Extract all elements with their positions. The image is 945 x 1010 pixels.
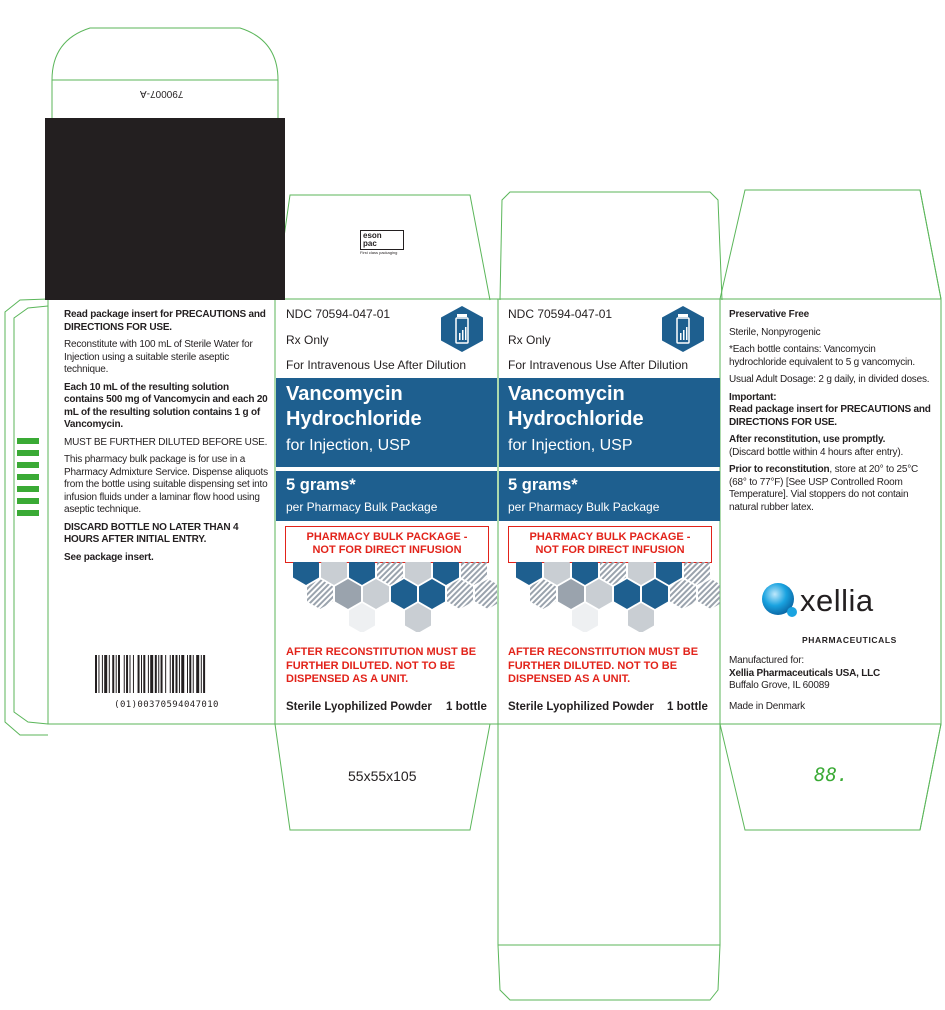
- after-recon-block: [729, 434, 935, 459]
- strength-band-a: [276, 471, 497, 521]
- recon-line2-b: FURTHER DILUTED. NOT TO BE: [508, 659, 678, 672]
- barcode-bar: [201, 655, 202, 693]
- hexagon-shape: [628, 562, 654, 585]
- warning-line2-a: NOT FOR DIRECT INFUSION: [312, 544, 462, 556]
- glue-flap-marks: [17, 438, 39, 516]
- hexagon-shape: [670, 579, 696, 609]
- hexagon-shape: [656, 562, 682, 585]
- hexagon-shape: [293, 562, 319, 585]
- drug-name-2-b: Hydrochloride: [508, 408, 644, 430]
- after-recon-bold: After reconstitution, use promptly.: [729, 434, 886, 445]
- barcode-bar: [102, 655, 103, 693]
- route-b: For Intravenous Use After Dilution: [508, 358, 689, 372]
- recon-line2-a: FURTHER DILUTED. NOT TO BE: [286, 659, 456, 672]
- mfd-label: Manufactured for:: [729, 655, 804, 666]
- hexagon-shape: [628, 603, 654, 632]
- hexagon-shape: [349, 603, 375, 632]
- barcode-bar: [126, 655, 128, 693]
- barcode-bar: [112, 655, 114, 693]
- hexagon-pattern-a: [276, 562, 497, 632]
- left-panel: [64, 309, 269, 569]
- xellia-sub: PHARMACEUTICALS: [802, 635, 897, 645]
- drug-name-1-a: Vancomycin: [286, 383, 403, 405]
- barcode-bar: [165, 655, 166, 693]
- hexagon-shape: [558, 579, 584, 609]
- strength-b: 5 grams*: [508, 476, 578, 494]
- barcode-bar: [187, 655, 188, 693]
- vial-icon: [661, 305, 705, 353]
- hexagon-shape: [475, 579, 497, 609]
- barcode-bar: [203, 655, 205, 693]
- made-in: Made in Denmark: [729, 700, 805, 712]
- important-text: Read package insert for PRECAUTIONS and DIRECTIONS FOR USE.: [729, 404, 931, 428]
- each-bottle: *Each bottle contains: Vancomycin hydrochloride equivalent to 5 g vancomycin.: [729, 344, 915, 368]
- hexagon-shape: [642, 579, 668, 609]
- package-a: per Pharmacy Bulk Package: [286, 500, 438, 514]
- bottle-count-b: 1 bottle: [667, 701, 708, 713]
- powder-label-a: Sterile Lyophilized Powder: [286, 701, 432, 713]
- barcode-bar: [133, 655, 134, 693]
- left-para-7: See package insert.: [64, 551, 154, 563]
- recon-line1-b: AFTER RECONSTITUTION MUST BE: [508, 646, 699, 658]
- mfd-city: Buffalo Grove, IL 60089: [729, 680, 830, 691]
- recon-warning-b: [508, 646, 713, 687]
- hexagon-shape: [572, 603, 598, 632]
- barcode-bar: [193, 655, 194, 693]
- barcode-bar: [148, 655, 149, 693]
- hexagon-shape: [349, 562, 375, 585]
- barcode-bar: [176, 655, 178, 693]
- barcode-bar: [104, 655, 107, 693]
- rx-b: Rx Only: [508, 333, 551, 347]
- important-label: Important:: [729, 391, 777, 403]
- recon-warning-a: [286, 646, 491, 687]
- barcode-bar: [124, 655, 125, 693]
- drug-name-1-b: Vancomycin: [508, 383, 625, 405]
- barcode-bar: [143, 655, 145, 693]
- barcode-bar: [118, 655, 120, 693]
- drug-form-b: for Injection, USP: [508, 437, 633, 454]
- barcode-bar: [130, 655, 131, 693]
- strength-a: 5 grams*: [286, 476, 356, 494]
- left-para-4: MUST BE FURTHER DILUTED BEFORE USE.: [64, 436, 268, 448]
- left-para-5: This pharmacy bulk package is for use in a Pharmacy Admixture Service. Dispense aliquots from the bottle using suitable dispensing set into infusion fluids under a laminar flow hood using aseptic technique.: [64, 454, 268, 515]
- hexagon-shape: [572, 562, 598, 585]
- barcode-bar: [189, 655, 191, 693]
- flap-number: 88.: [814, 764, 849, 786]
- hexagon-shape: [447, 579, 473, 609]
- ndc-b: NDC 70594-047-01: [508, 307, 613, 321]
- prior-recon-bold: Prior to reconstitution: [729, 464, 830, 475]
- hexagon-shape: [405, 603, 431, 632]
- drug-name-2-a: Hydrochloride: [286, 408, 422, 430]
- barcode-bar: [138, 655, 140, 693]
- left-para-1: Read package insert for PRECAUTIONS and DIRECTIONS FOR USE.: [64, 309, 266, 333]
- hexagon-shape: [377, 562, 403, 585]
- hexagon-shape: [321, 562, 347, 585]
- left-para-3: Each 10 mL of the resulting solution contains 500 mg of Vancomycin and each 20 mL of the resulting solution contains 1 g of Vancomycin.: [64, 381, 268, 430]
- esonpac-logo: [360, 230, 404, 255]
- prior-recon-text: , store at 20° to 25°C (68° to 77°F) [See USP Controlled Room Temperature]. Vial stoppers do not contain natural rubber latex.: [729, 464, 919, 513]
- right-panel: [729, 309, 935, 519]
- esonpac-caption: First class packaging: [360, 250, 398, 255]
- barcode-bar: [172, 655, 174, 693]
- recon-line3-b: DISPENSED AS A UNIT.: [508, 673, 631, 685]
- mfd-company: Xellia Pharmaceuticals USA, LLC: [729, 667, 881, 679]
- recon-line3-a: DISPENSED AS A UNIT.: [286, 673, 409, 685]
- hexagon-shape: [530, 579, 556, 609]
- vial-icon: [440, 305, 484, 353]
- hexagon-shape: [433, 562, 459, 585]
- esonpac-line1: eson: [363, 231, 382, 240]
- preservative-free: Preservative Free: [729, 309, 809, 320]
- hexagon-shape: [419, 579, 445, 609]
- barcode-bar: [179, 655, 180, 693]
- barcode-number: (01)00370594047010: [114, 700, 219, 710]
- box-dimensions: 55x55x105: [348, 768, 417, 784]
- title-band-a: [276, 378, 497, 467]
- left-para-2: Reconstitute with 100 mL of Sterile Water for Injection using a suitable sterile aseptic technique.: [64, 339, 253, 375]
- hexagon-shape: [461, 562, 487, 585]
- barcode-bar: [196, 655, 199, 693]
- rx-a: Rx Only: [286, 333, 329, 347]
- front-panel-b: [499, 300, 720, 724]
- manufacturer-block: [729, 655, 935, 713]
- barcode-bar: [116, 655, 117, 693]
- hexagon-shape: [516, 562, 542, 585]
- powder-label-b: Sterile Lyophilized Powder: [508, 701, 654, 713]
- barcode-bar: [161, 655, 163, 693]
- hexagon-shape: [391, 579, 417, 609]
- flap-code: 790007-A: [140, 88, 184, 99]
- hexagon-shape: [335, 579, 361, 609]
- xellia-sphere-icon: [760, 579, 800, 619]
- barcode-bar: [155, 655, 157, 693]
- strength-band-b: [499, 471, 720, 521]
- esonpac-line2: pac: [363, 239, 377, 248]
- recon-line1-a: AFTER RECONSTITUTION MUST BE: [286, 646, 477, 658]
- barcode-bars: [94, 655, 239, 695]
- barcode-bar: [158, 655, 159, 693]
- after-recon-text: (Discard bottle within 4 hours after entry).: [729, 446, 904, 458]
- hexagon-shape: [363, 579, 389, 609]
- barcode: [94, 655, 239, 710]
- hexagon-shape: [600, 562, 626, 585]
- hexagon-shape: [307, 579, 333, 609]
- ndc-a: NDC 70594-047-01: [286, 307, 391, 321]
- hexagon-shape: [698, 579, 720, 609]
- bulk-warning-a: [285, 526, 489, 563]
- barcode-bar: [170, 655, 171, 693]
- sterile-nonpyrogenic: Sterile, Nonpyrogenic: [729, 326, 821, 338]
- important-block: [729, 392, 935, 430]
- warning-line1-a: PHARMACY BULK PACKAGE -: [306, 531, 468, 543]
- hexagon-shape: [614, 579, 640, 609]
- left-para-6: DISCARD BOTTLE NO LATER THAN 4 HOURS AFTER INITIAL ENTRY.: [64, 521, 239, 545]
- barcode-bar: [150, 655, 153, 693]
- package-b: per Pharmacy Bulk Package: [508, 500, 660, 514]
- hexagon-pattern-b: [499, 562, 720, 632]
- hexagon-shape: [405, 562, 431, 585]
- title-band-b: [499, 378, 720, 467]
- barcode-bar: [181, 655, 184, 693]
- warning-line1-b: PHARMACY BULK PACKAGE -: [529, 531, 691, 543]
- warning-line2-b: NOT FOR DIRECT INFUSION: [535, 544, 685, 556]
- barcode-bar: [95, 655, 97, 693]
- xellia-wordmark: xellia: [800, 583, 874, 618]
- barcode-bar: [141, 655, 142, 693]
- drug-form-a: for Injection, USP: [286, 437, 411, 454]
- barcode-bar: [109, 655, 110, 693]
- bottle-count-a: 1 bottle: [446, 701, 487, 713]
- hexagon-shape: [586, 579, 612, 609]
- hexagon-shape: [544, 562, 570, 585]
- usual-dosage: Usual Adult Dosage: 2 g daily, in divided doses.: [729, 374, 930, 385]
- front-panel-a: [276, 300, 497, 724]
- bulk-warning-b: [508, 526, 712, 563]
- barcode-bar: [98, 655, 99, 693]
- prior-recon-block: [729, 464, 935, 514]
- black-block: [45, 118, 285, 300]
- route-a: For Intravenous Use After Dilution: [286, 358, 467, 372]
- hexagon-shape: [684, 562, 710, 585]
- xellia-logo: [760, 577, 910, 647]
